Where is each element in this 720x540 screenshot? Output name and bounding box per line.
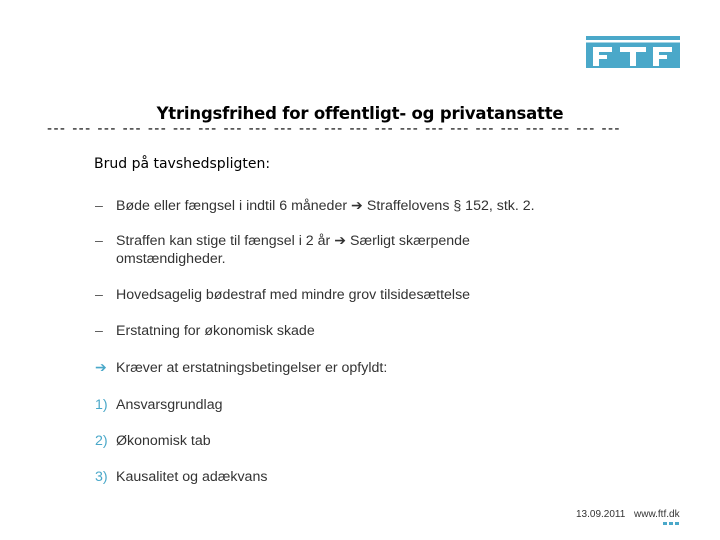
item-result: Straffelovens § 152, stk. 2.: [366, 198, 535, 214]
item-text: Ansvarsgrundlag: [116, 397, 223, 413]
dash-marker: –: [95, 198, 103, 214]
dash-marker: –: [95, 287, 103, 303]
list-item: [95, 432, 211, 450]
item-continuation: omstændigheder.: [116, 251, 226, 267]
subheading: Brud på tavshedspligten:: [94, 156, 271, 172]
list-item: [95, 396, 222, 414]
list-item: [95, 359, 387, 377]
number-marker: 1): [95, 397, 108, 413]
list-item: [95, 232, 470, 268]
item-text: Kræver at erstatningsbetingelser er opfyldt:: [116, 360, 388, 376]
list-item: [95, 322, 315, 340]
footer-dots-decoration: [663, 522, 683, 525]
arrow-right-icon: ➔: [334, 233, 347, 249]
dash-marker: –: [95, 233, 103, 249]
item-result: Særligt skærpende: [350, 233, 470, 249]
number-marker: 3): [95, 469, 108, 485]
list-item: [95, 468, 267, 486]
ftf-logo: [586, 36, 680, 68]
title-divider: --- --- --- --- --- --- --- --- --- --- --- --- --- --- --- --- --- --- --- --- --- --- ---: [47, 121, 621, 137]
slide-title: Ytringsfrihed for offentligt- og privatansatte: [156, 104, 564, 123]
list-item: [95, 286, 470, 304]
item-text: Økonomisk tab: [116, 433, 211, 449]
item-text: Straffen kan stige til fængsel i 2 år: [116, 233, 331, 249]
item-text: Erstatning for økonomisk skade: [116, 323, 315, 339]
number-marker: 2): [95, 433, 108, 449]
footer-date: 13.09.2011: [576, 509, 626, 520]
item-text: Kausalitet og adækvans: [116, 469, 268, 485]
footer-url[interactable]: www.ftf.dk: [634, 509, 680, 520]
arrow-right-icon: ➔: [351, 198, 363, 214]
list-item: [95, 197, 535, 215]
dash-marker: –: [95, 323, 103, 339]
arrow-right-icon: ➔: [95, 360, 107, 376]
item-text: Hovedsagelig bødestraf med mindre grov tilsidesættelse: [116, 287, 471, 303]
item-text: Bøde eller fængsel i indtil 6 måneder: [116, 198, 348, 214]
